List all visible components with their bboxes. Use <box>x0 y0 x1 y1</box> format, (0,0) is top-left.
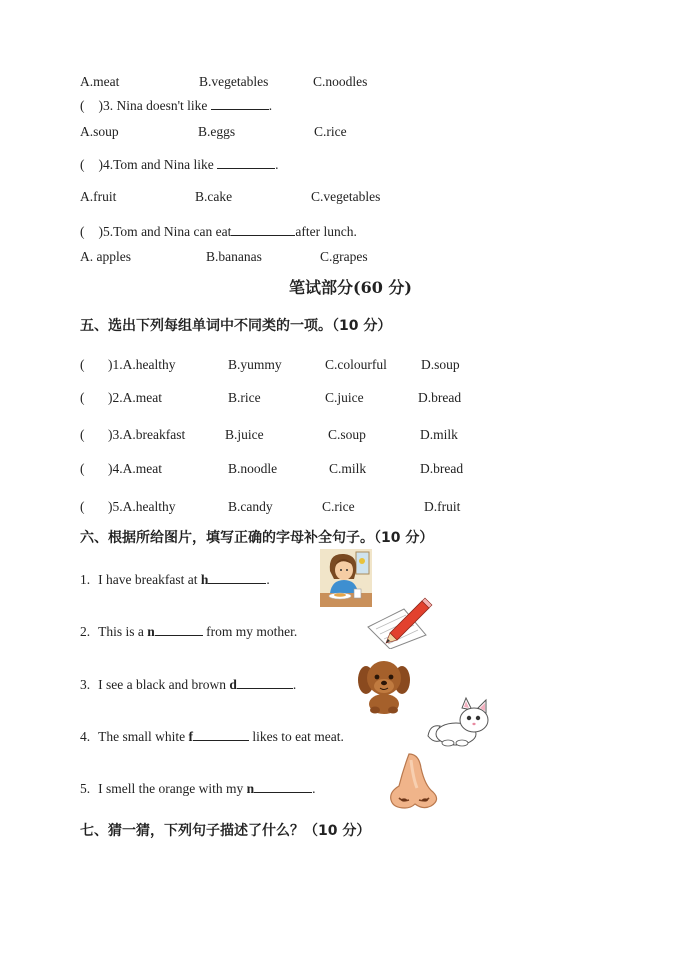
section5-heading: 五、选出下列每组单词中不同类的一项。（10 分） <box>80 318 392 334</box>
q5-text-before: and Nina can eat <box>137 224 232 239</box>
s5-r3-b: B.juice <box>225 427 264 442</box>
s5-r1-b: B.yummy <box>228 357 282 372</box>
s6-sentence-3 <box>80 677 296 693</box>
s5-r2-d: D.bread <box>418 390 462 405</box>
s5-r2-c: C.juice <box>325 390 364 405</box>
s6-2-before: This is a <box>98 624 148 639</box>
s6-2-after: from my mother. <box>202 624 298 639</box>
q4-paren: ( <box>80 157 85 172</box>
s5-r5-c: C.rice <box>322 499 355 514</box>
s5-r4-d: D.bread <box>420 461 464 476</box>
s5-r4-a: )4.A.meat <box>108 461 162 476</box>
s6-3-num: 3. <box>80 677 91 692</box>
q2-option-b: B.vegetables <box>199 74 269 89</box>
s6-4-before: The small white <box>98 729 189 744</box>
s5-r4-paren: ( <box>80 461 85 476</box>
s6-5-num: 5. <box>80 781 91 796</box>
white-fox-image <box>426 696 492 748</box>
s5-r5-d: D.fruit <box>424 499 461 514</box>
section7-heading: 七、猜一猜，下列句子描述了什么？（10 分） <box>80 823 371 839</box>
s5-r5-paren: ( <box>80 499 85 514</box>
s6-2-letter: n <box>147 624 155 639</box>
q4-option-a: A.fruit <box>80 189 117 204</box>
s6-3-blank <box>237 677 293 689</box>
s5-r3-c: C.soup <box>328 427 366 442</box>
s6-5-after: . <box>312 781 316 796</box>
s6-sentence-1 <box>80 572 270 588</box>
s6-3-before: I see a black and brown <box>98 677 230 692</box>
s6-5-blank <box>254 781 312 793</box>
q3-option-b: B.eggs <box>198 124 236 139</box>
s5-r5-a: )5.A.healthy <box>108 499 176 514</box>
s5-r2-b: B.rice <box>228 390 261 405</box>
q4-number: )4.Tom <box>98 157 138 172</box>
q5-option-c: C.grapes <box>320 249 368 264</box>
s6-1-before: I have breakfast at <box>98 572 201 587</box>
s6-2-num: 2. <box>80 624 91 639</box>
s6-sentence-4 <box>80 729 344 745</box>
q5-option-a: A. apples <box>80 249 131 264</box>
q5-option-b: B.bananas <box>206 249 262 264</box>
q3-option-a: A.soup <box>80 124 119 139</box>
notebook-pencil-image <box>364 597 434 649</box>
s6-sentence-5 <box>80 781 315 797</box>
nose-image <box>385 752 441 810</box>
s5-r1-c: C.colourful <box>325 357 387 372</box>
q4-option-c: C.vegetables <box>311 189 381 204</box>
q3-paren: ( <box>80 98 85 113</box>
q2-option-c: C.noodles <box>313 74 368 89</box>
s6-sentence-2 <box>80 624 297 640</box>
s5-r4-c: C.milk <box>329 461 367 476</box>
s6-5-letter: n <box>246 781 255 796</box>
s5-r3-a: )3.A.breakfast <box>108 427 186 442</box>
s6-1-num: 1. <box>80 572 91 587</box>
q3-number: )3. <box>98 98 114 113</box>
s6-4-after: likes to eat meat. <box>248 729 344 744</box>
q4-blank <box>217 157 275 169</box>
s5-r1-paren: ( <box>80 357 85 372</box>
s5-r2-a: )2.A.meat <box>108 390 162 405</box>
q5-line <box>80 224 357 240</box>
s6-5-before: I smell the orange with my <box>98 781 247 796</box>
q3-text: Nina doesn't like <box>113 98 211 113</box>
s6-3-letter: d <box>229 677 237 692</box>
q5-blank <box>231 224 295 236</box>
q5-paren: ( <box>80 224 85 239</box>
s5-r4-b: B.noodle <box>228 461 278 476</box>
q4-option-b: B.cake <box>195 189 233 204</box>
written-section-title: 笔试部分(60 分) <box>289 278 412 297</box>
s6-4-blank <box>193 729 249 741</box>
q3-line: ( )3. Nina doesn't like . <box>80 98 273 113</box>
s5-r2-paren: ( <box>80 390 85 405</box>
s5-r3-paren: ( <box>80 427 85 442</box>
s6-3-after: . <box>292 677 297 692</box>
s5-r3-d: D.milk <box>420 427 458 442</box>
s6-1-after: . <box>266 572 270 587</box>
q2-option-a: A.meat <box>80 74 120 89</box>
s6-4-num: 4. <box>80 729 91 744</box>
s6-1-letter: h <box>200 572 209 587</box>
q4-line: ( )4.Tom and Nina like . <box>80 157 279 172</box>
brown-dog-image <box>356 656 412 714</box>
s5-r5-b: B.candy <box>228 499 273 514</box>
s5-r1-d: D.soup <box>421 357 460 372</box>
q5-number: )5.Tom <box>98 224 138 239</box>
s6-2-blank <box>155 624 203 636</box>
q3-option-c: C.rice <box>314 124 347 139</box>
q3-blank <box>211 98 269 110</box>
section6-heading: 六、根据所给图片，填写正确的字母补全句子。（10 分） <box>80 530 434 546</box>
s5-r1-a: )1.A.healthy <box>108 357 176 372</box>
q4-text: and Nina like <box>137 157 218 172</box>
s6-4-letter: f <box>188 729 193 744</box>
q5-text-after: after lunch. <box>295 224 357 239</box>
s6-1-blank <box>208 572 266 584</box>
